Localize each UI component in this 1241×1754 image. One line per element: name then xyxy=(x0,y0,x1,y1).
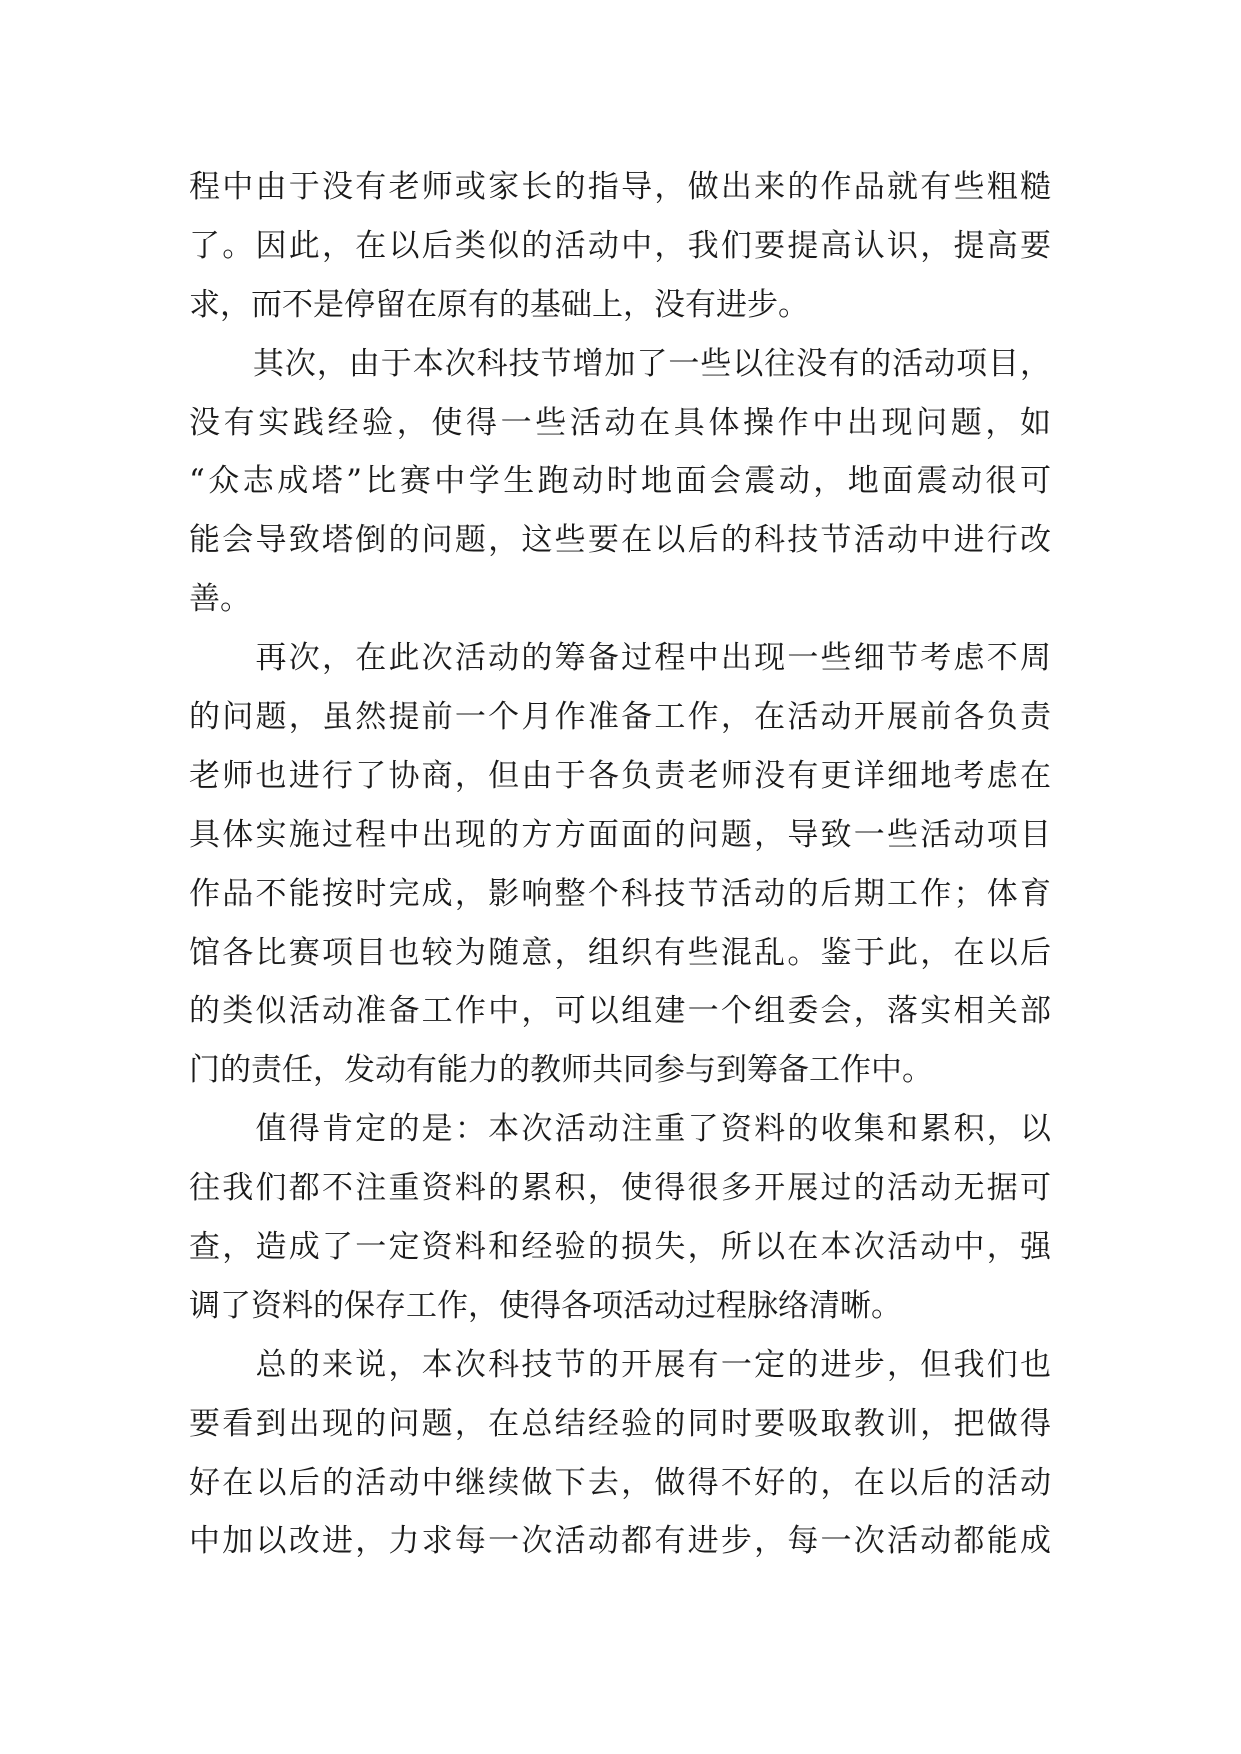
text-line: 馆各比赛项目也较为随意，组织有些混乱。鉴于此，在以后 xyxy=(189,934,1051,971)
text-line: 门的责任，发动有能力的教师共同参与到筹备工作中。 xyxy=(189,1052,933,1089)
text-line: 老师也进行了协商，但由于各负责老师没有更详细地考虑在 xyxy=(189,757,1051,794)
text-line: 再次，在此次活动的筹备过程中出现一些细节考虑不周 xyxy=(189,640,1051,677)
text-line: 了。因此，在以后类似的活动中，我们要提高认识，提高要 xyxy=(189,227,1051,264)
text-line: 能会导致塔倒的问题，这些要在以后的科技节活动中进行改 xyxy=(189,522,1051,559)
text-line: 要看到出现的问题，在总结经验的同时要吸取教训，把做得 xyxy=(189,1405,1051,1442)
text-line: 查，造成了一定资料和经验的损失，所以在本次活动中，强 xyxy=(189,1229,1051,1266)
text-line: 的类似活动准备工作中，可以组建一个组委会，落实相关部 xyxy=(189,993,1051,1030)
text-line: 好在以后的活动中继续做下去，做得不好的，在以后的活动 xyxy=(189,1464,1051,1501)
body-text xyxy=(189,158,1051,1571)
text-line: 的问题，虽然提前一个月作准备工作，在活动开展前各负责 xyxy=(189,699,1051,736)
text-line: 善。 xyxy=(189,581,251,618)
text-line: 作品不能按时完成，影响整个科技节活动的后期工作；体育 xyxy=(189,875,1051,912)
text-line: 往我们都不注重资料的累积，使得很多开展过的活动无据可 xyxy=(189,1170,1051,1207)
text-line: 没有实践经验，使得一些活动在具体操作中出现问题，如 xyxy=(189,404,1051,441)
text-line: 程中由于没有老师或家长的指导，做出来的作品就有些粗糙 xyxy=(189,169,1051,205)
text-line: 中加以改进，力求每一次活动都有进步，每一次活动都能成 xyxy=(189,1523,1051,1560)
text-line: 调了资料的保存工作，使得各项活动过程脉络清晰。 xyxy=(189,1287,902,1324)
text-line: 其次，由于本次科技节增加了一些以往没有的活动项目， xyxy=(189,345,1051,382)
text-line: 求，而不是停留在原有的基础上，没有进步。 xyxy=(189,286,809,323)
text-line: 总的来说，本次科技节的开展有一定的进步，但我们也 xyxy=(189,1346,1051,1383)
text-line: “众志成塔”比赛中学生跑动时地面会震动，地面震动很可 xyxy=(189,463,1051,500)
text-line: 具体实施过程中出现的方方面面的问题，导致一些活动项目 xyxy=(189,816,1051,853)
text-line: 值得肯定的是：本次活动注重了资料的收集和累积，以 xyxy=(189,1111,1051,1148)
